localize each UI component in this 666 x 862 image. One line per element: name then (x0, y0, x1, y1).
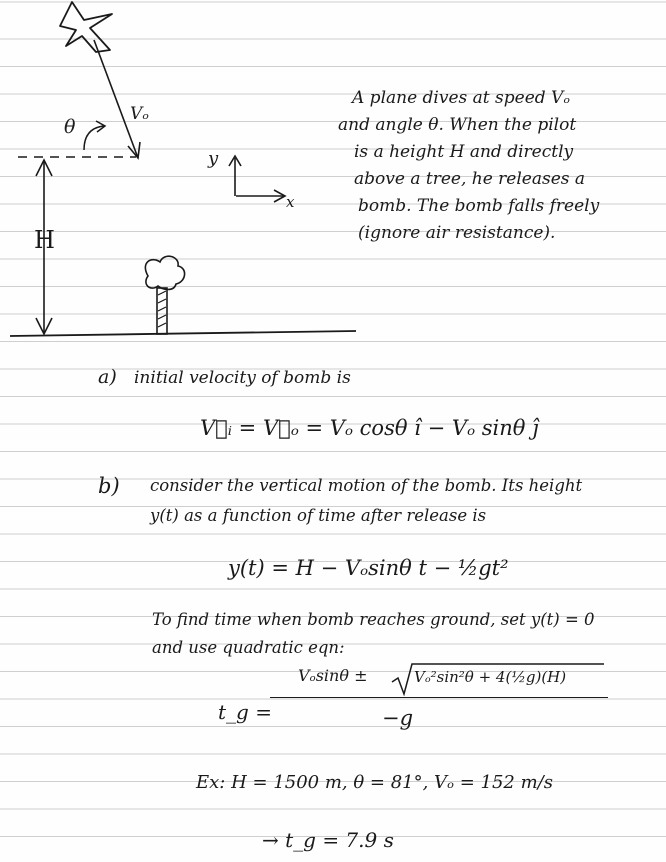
part-a-equation: V⃗ᵢ = V⃗ₒ = Vₒ cosθ î − Vₒ sinθ ĵ (200, 416, 539, 440)
fraction-bar (270, 697, 608, 698)
problem-line-3: is a height H and directly (354, 142, 574, 162)
ground-time-lhs: t_g = (218, 700, 272, 724)
part-b-label: b) (98, 474, 120, 498)
problem-line-5: bomb. The bomb falls freely (358, 196, 600, 216)
part-a-label: a) (98, 366, 117, 388)
x-axis-label: x (286, 193, 295, 211)
problem-line-6: (ignore air resistance). (358, 223, 556, 243)
part-a-text: initial velocity of bomb is (134, 368, 351, 388)
numerator-left: Vₒsinθ ± (298, 666, 368, 685)
y-axis-label: y (208, 148, 219, 169)
part-b-line-2: y(t) as a function of time after release is (150, 506, 487, 525)
theta-label: θ (64, 116, 76, 138)
example-text: Ex: H = 1500 m, θ = 81°, Vₒ = 152 m/s (196, 772, 553, 793)
denominator: −g (382, 706, 414, 730)
height-label: H (34, 226, 55, 254)
problem-line-2: and angle θ. When the pilot (338, 115, 577, 135)
velocity-label: Vₒ (130, 104, 149, 124)
part-b-line-1: consider the vertical motion of the bomb. Its height (150, 476, 583, 495)
problem-line-4: above a tree, he releases a (354, 169, 586, 189)
part-b-equation: y(t) = H − Vₒsinθ t − ½gt² (228, 556, 509, 580)
ground-time-line-1: To find time when bomb reaches ground, set y(t) = 0 (152, 610, 595, 629)
ground-time-line-2: and use quadratic eqn: (152, 638, 345, 657)
example-result: → t_g = 7.9 s (262, 828, 394, 852)
problem-line-1: A plane dives at speed Vₒ (352, 88, 570, 108)
radicand: Vₒ²sin²θ + 4(½g)(H) (414, 668, 567, 686)
